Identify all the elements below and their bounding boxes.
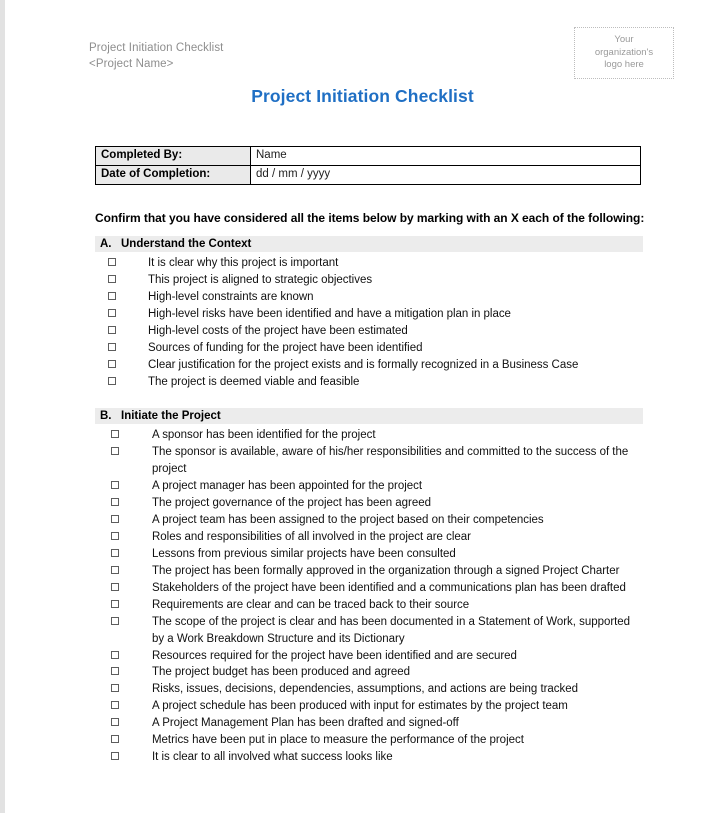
section-b-title: Initiate the Project — [121, 410, 221, 423]
checkbox-cell — [95, 444, 152, 455]
checkbox-cell — [95, 306, 148, 317]
checkbox-cell — [95, 340, 148, 351]
list-item-label: It is clear to all involved what success looks like — [152, 751, 393, 764]
list-item-label: The project budget has been produced and agreed — [152, 666, 411, 679]
checkbox-cell — [95, 546, 152, 557]
section-a-header — [95, 236, 643, 252]
checkbox-icon[interactable] — [111, 718, 119, 726]
list-item-label: Roles and responsibilities of all involved in the project are clear — [152, 531, 471, 543]
checklist-section-b — [95, 408, 643, 766]
list-item-label: It is clear why this project is important — [148, 257, 339, 269]
checkbox-cell — [95, 732, 152, 743]
checkbox-icon[interactable] — [111, 684, 119, 692]
list-item — [95, 512, 643, 529]
list-item — [95, 529, 643, 546]
list-item-label: Metrics have been put in place to measure the performance of the project — [152, 734, 524, 747]
list-item — [95, 427, 643, 444]
date-of-completion-label: Date of Completion: — [96, 166, 251, 185]
checkbox-cell — [95, 289, 148, 300]
checkbox-icon[interactable] — [108, 309, 116, 317]
page-title: Project Initiation Checklist — [251, 86, 474, 106]
checkbox-icon[interactable] — [111, 600, 119, 608]
checkbox-icon[interactable] — [108, 258, 116, 266]
checkbox-icon[interactable] — [108, 326, 116, 334]
list-item-label: Sources of funding for the project have been identified — [148, 341, 423, 354]
checkbox-icon[interactable] — [108, 343, 116, 351]
checkbox-icon[interactable] — [111, 498, 119, 506]
completion-info-table — [95, 146, 641, 185]
date-of-completion-value[interactable]: dd / mm / yyyy — [251, 166, 641, 185]
checkbox-icon[interactable] — [111, 549, 119, 557]
completion-info-table-body — [96, 147, 641, 185]
list-item — [95, 374, 643, 391]
list-item-label: Requirements are clear and can be traced back to their source — [152, 598, 470, 611]
checkbox-icon[interactable] — [111, 430, 119, 438]
list-item-label: The sponsor is available, aware of his/her responsibilities and committed to the success of the project — [152, 446, 629, 476]
logo-placeholder-line-3: logo here — [604, 59, 644, 71]
checkbox-cell — [95, 563, 152, 574]
checkbox-cell — [95, 323, 148, 334]
checkbox-icon[interactable] — [111, 515, 119, 523]
document-page — [5, 0, 720, 813]
checkbox-cell — [95, 715, 152, 726]
checkbox-cell — [95, 512, 152, 523]
checkbox-cell — [95, 427, 152, 438]
list-item-label: High-level risks have been identified and have a mitigation plan in place — [148, 307, 511, 320]
table-row — [96, 166, 641, 185]
list-item-label: The scope of the project is clear and has been documented in a Statement of Work, supported by a Work Breakdown Structure and its Dictionary — [152, 615, 631, 645]
checkbox-cell — [95, 529, 152, 540]
list-item-label: A Project Management Plan has been drafted and signed-off — [152, 717, 459, 730]
list-item — [95, 306, 643, 323]
list-item — [95, 289, 643, 306]
checkbox-icon[interactable] — [111, 447, 119, 455]
list-item-label: Clear justification for the project exists and is formally recognized in a Business Case — [148, 358, 579, 371]
list-item — [95, 715, 643, 732]
organization-logo-placeholder — [574, 27, 674, 79]
list-item-label: A sponsor has been identified for the project — [152, 429, 376, 442]
list-item — [95, 323, 643, 340]
list-item — [95, 546, 643, 563]
list-item — [95, 580, 643, 597]
list-item — [95, 357, 643, 374]
checkbox-icon[interactable] — [111, 701, 119, 709]
list-item — [95, 648, 643, 665]
checkbox-icon[interactable] — [111, 583, 119, 591]
list-item — [95, 749, 643, 766]
checkbox-cell — [95, 255, 148, 266]
running-header-line-2: <Project Name> — [89, 57, 174, 70]
list-item-label: High-level constraints are known — [148, 290, 314, 303]
table-row — [96, 147, 641, 166]
list-item — [95, 597, 643, 614]
logo-placeholder-line-2: organization's — [594, 46, 654, 58]
checkbox-cell — [95, 580, 152, 591]
list-item — [95, 340, 643, 357]
list-item — [95, 732, 643, 749]
checkbox-cell — [95, 749, 152, 760]
list-item — [95, 495, 643, 512]
list-item — [95, 664, 643, 681]
checkbox-icon[interactable] — [111, 667, 119, 675]
checkbox-icon[interactable] — [111, 651, 119, 659]
list-item-label: Risks, issues, decisions, dependencies, assumptions, and actions are being tracked — [152, 683, 579, 696]
checkbox-icon[interactable] — [111, 566, 119, 574]
checkbox-icon[interactable] — [108, 275, 116, 283]
checkbox-cell — [95, 374, 148, 385]
section-a-title: Understand the Context — [121, 238, 252, 250]
checkbox-icon[interactable] — [108, 360, 116, 368]
checkbox-icon[interactable] — [108, 377, 116, 385]
list-item — [95, 478, 643, 495]
list-item-label: Lessons from previous similar projects have been consulted — [152, 547, 456, 560]
list-item-label: High-level costs of the project have been estimated — [148, 324, 408, 337]
list-item-label: A project schedule has been produced with input for estimates by the project team — [152, 700, 568, 713]
checkbox-cell — [95, 614, 152, 625]
instruction-text: Confirm that you have considered all the items below by marking with an X each of the following: — [95, 211, 645, 225]
checkbox-cell — [95, 698, 152, 709]
list-item — [95, 272, 643, 289]
section-a-items — [95, 255, 643, 390]
checkbox-icon[interactable] — [111, 481, 119, 489]
list-item-label: Stakeholders of the project have been identified and a communications plan has been drafted — [152, 581, 626, 594]
list-item — [95, 444, 643, 477]
list-item — [95, 563, 643, 580]
checkbox-cell — [95, 357, 148, 368]
checkbox-icon[interactable] — [111, 735, 119, 743]
list-item — [95, 614, 643, 647]
list-item-label: The project has been formally approved in the organization through a signed Project Charter — [152, 564, 620, 577]
completed-by-label: Completed By: — [96, 147, 251, 166]
document-running-header — [89, 41, 223, 72]
section-b-letter: B. — [100, 410, 112, 423]
completed-by-value[interactable]: Name — [251, 147, 641, 166]
checkbox-cell — [95, 597, 152, 608]
checkbox-cell — [95, 272, 148, 283]
logo-placeholder-line-1: Your — [614, 34, 634, 46]
checklist-sections — [95, 236, 643, 766]
list-item — [95, 255, 643, 272]
checkbox-icon[interactable] — [108, 292, 116, 300]
list-item-label: This project is aligned to strategic objectives — [148, 273, 373, 286]
checkbox-cell — [95, 495, 152, 506]
section-a-letter: A. — [100, 238, 112, 250]
section-b-items — [95, 427, 643, 766]
list-item-label: Resources required for the project have been identified and are secured — [152, 649, 517, 662]
checkbox-cell — [95, 681, 152, 692]
list-item-label: A project manager has been appointed for the project — [152, 480, 423, 493]
running-header-line-1: Project Initiation Checklist — [89, 42, 224, 54]
list-item — [95, 698, 643, 715]
checkbox-cell — [95, 648, 152, 659]
checkbox-icon[interactable] — [111, 532, 119, 540]
checkbox-cell — [95, 664, 152, 675]
list-item — [95, 681, 643, 698]
checkbox-icon[interactable] — [111, 752, 119, 760]
checkbox-cell — [95, 478, 152, 489]
list-item-label: The project governance of the project has been agreed — [152, 497, 431, 510]
section-b-header — [95, 408, 643, 424]
checklist-section-a — [95, 236, 643, 390]
checkbox-icon[interactable] — [111, 617, 119, 625]
list-item-label: A project team has been assigned to the project based on their competencies — [152, 514, 544, 527]
list-item-label: The project is deemed viable and feasible — [148, 375, 360, 388]
